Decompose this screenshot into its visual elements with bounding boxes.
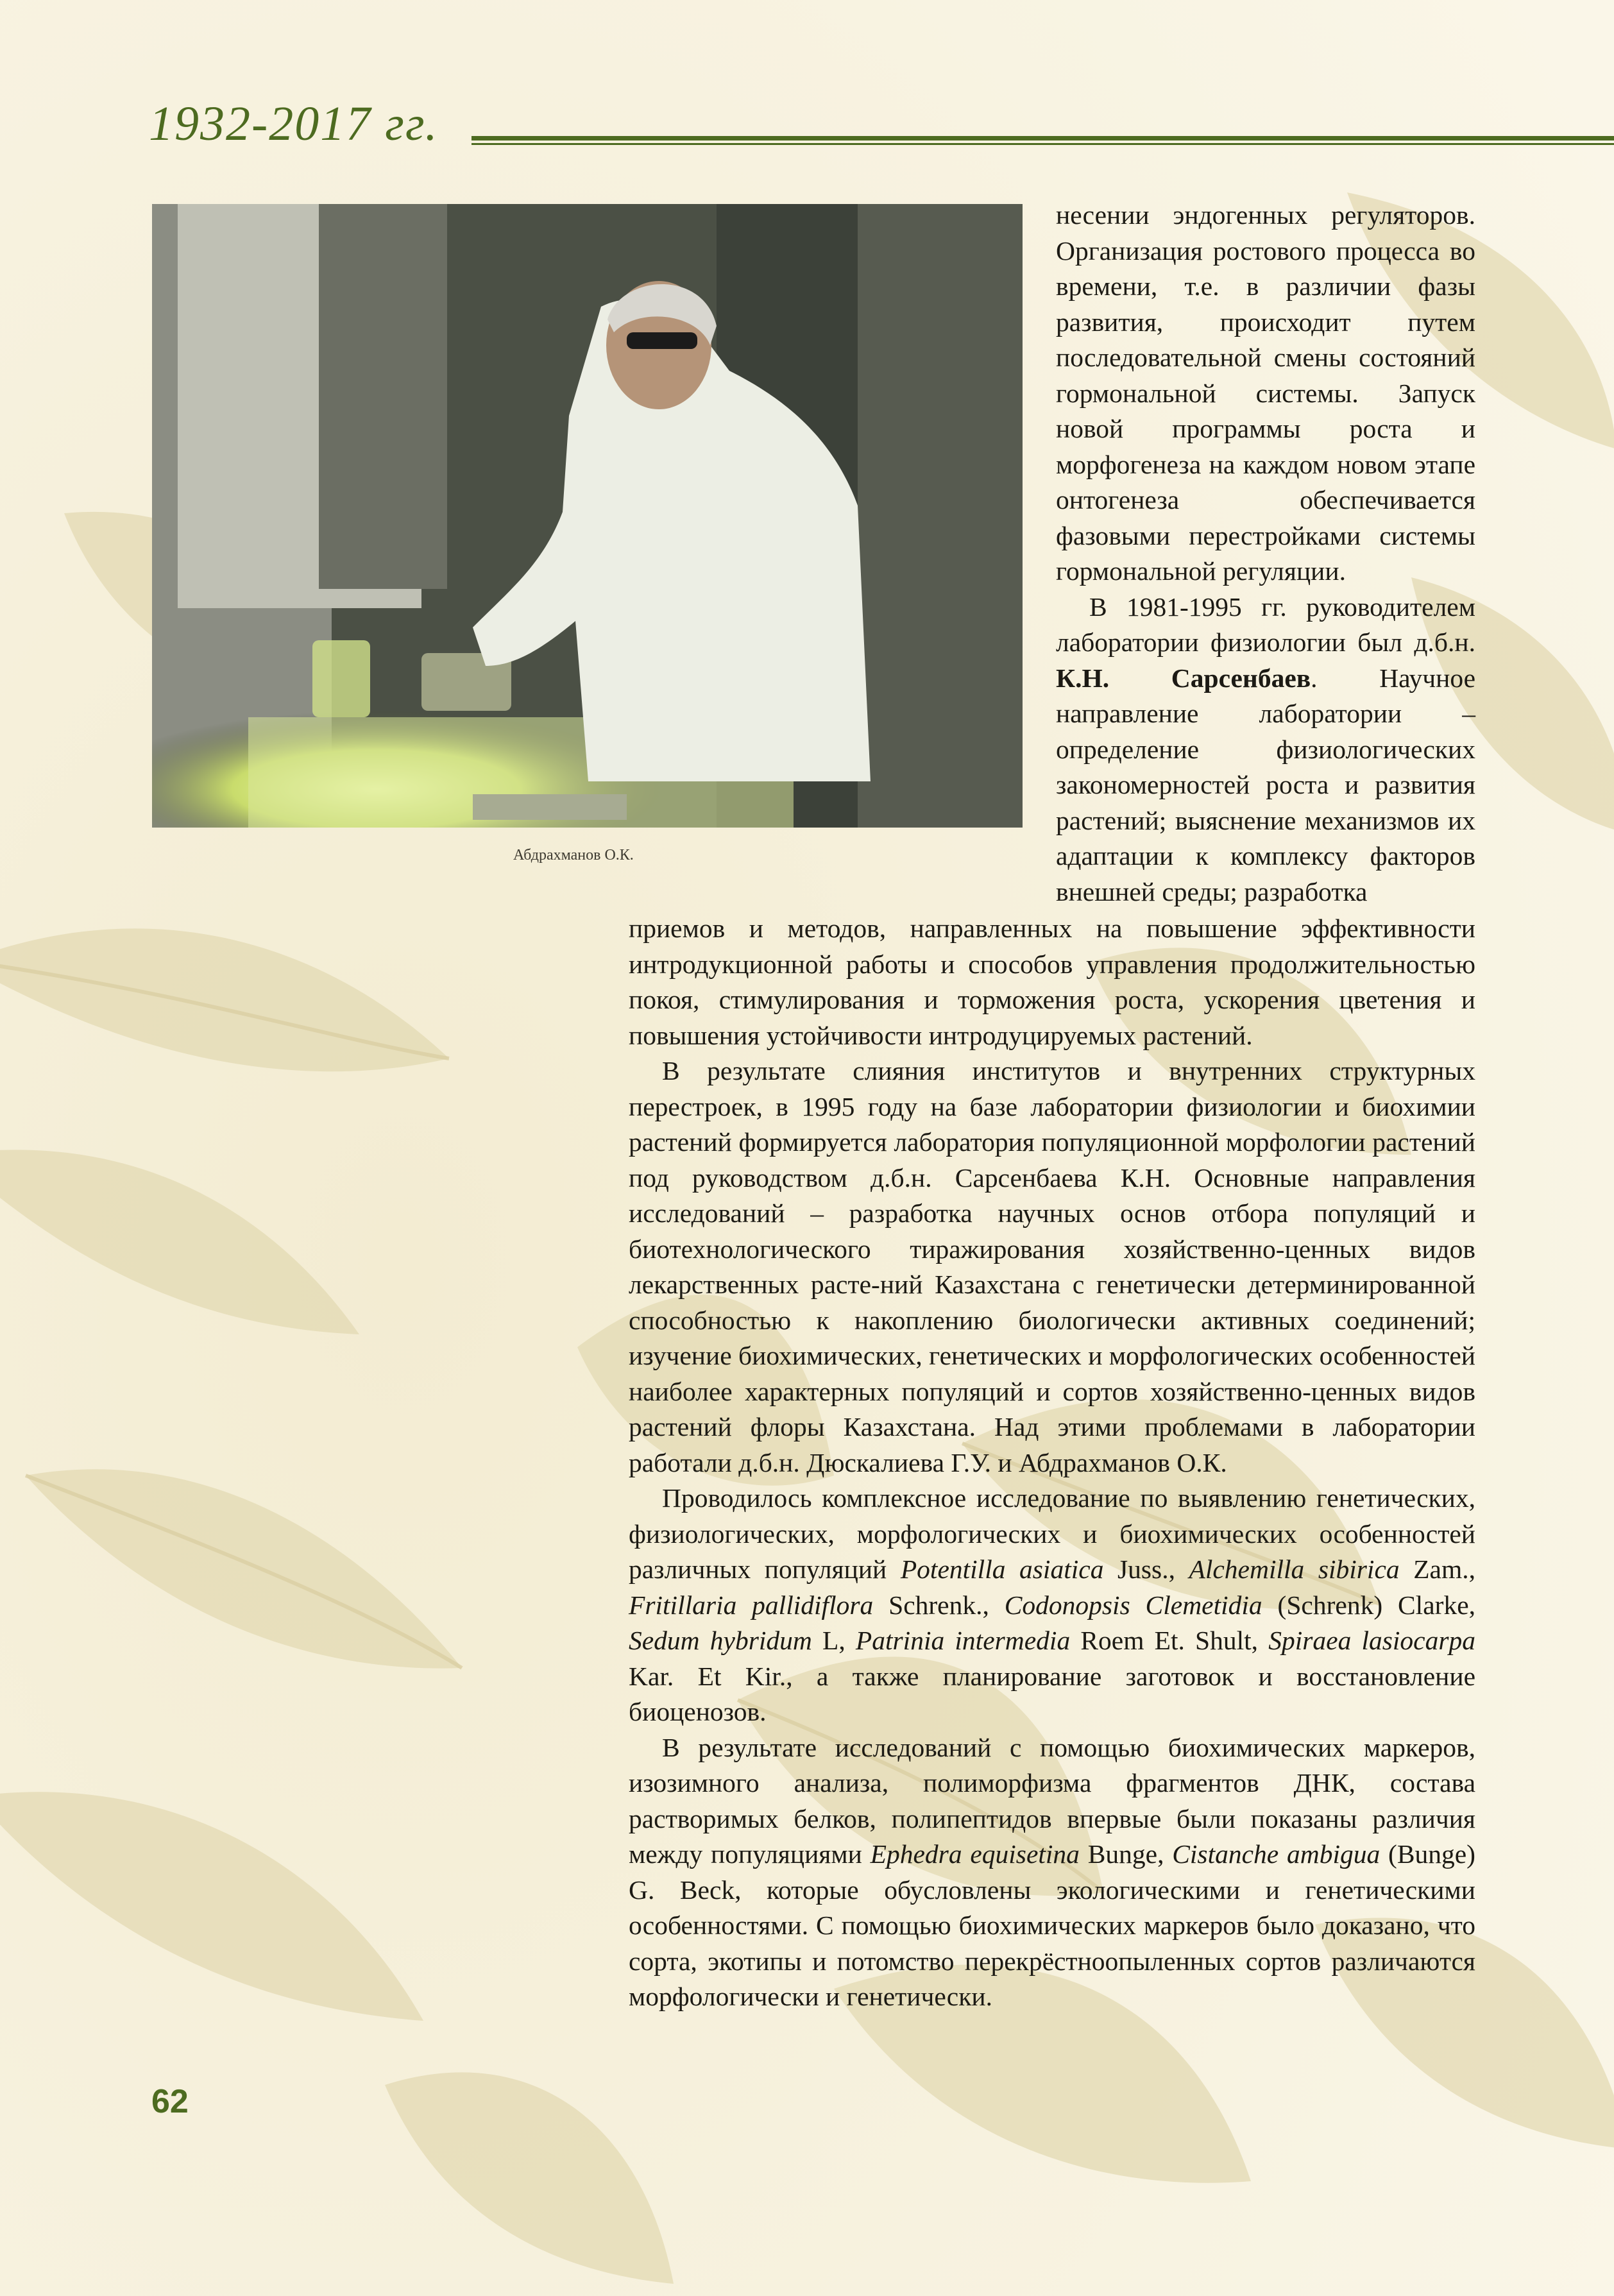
paragraph bbox=[1056, 198, 1475, 590]
paragraph bbox=[629, 1481, 1475, 1730]
species-name: Patrinia intermedia bbox=[855, 1626, 1071, 1655]
text-run: L, bbox=[811, 1626, 856, 1655]
species-name: Cistanche ambigua bbox=[1172, 1839, 1380, 1869]
species-name: Ephedra equisetina bbox=[870, 1839, 1080, 1869]
person-name: К.Н. Сарсенбаев bbox=[1056, 663, 1311, 693]
species-name: Fritillaria pallidiflora bbox=[629, 1590, 874, 1620]
text-run: Schrenk., bbox=[873, 1590, 1005, 1620]
species-name: Potentilla asiatica bbox=[900, 1554, 1104, 1584]
text-run: . Научное направление лаборатории – определение физиологических закономерностей роста и развития растений; выяснение механизмов их адаптации к комплексу факторов внешней среды; разработка bbox=[1056, 663, 1475, 906]
page-number: 62 bbox=[151, 2083, 189, 2120]
text-run: приемов и методов, направленных на повышение эффективности интродукционной работы и способов управления продолжительностью покоя, стимулирования и торможения роста, ускорения цветения и повышения устойчивости интродуцируемых растений. bbox=[629, 914, 1475, 1050]
paragraph bbox=[629, 1053, 1475, 1481]
photo-caption: Абдрахманов О.К. bbox=[513, 847, 634, 863]
species-name: Sedum hybridum bbox=[629, 1626, 812, 1655]
text-run: В результате слияния институтов и внутренних структурных перестроек, в 1995 году на базе лаборатории физиологии и биохимии растений формируется лаборатория популяционной морфологии растений под руководством д.б.н. Сарсенбаева К.Н. Основные направления исследований – разработка научных основ отбора популяций и биотехнологического тиражирования хозяйственно-ценных видов лекарственных расте-ний Казахстана с генетически детерминированной способностью к накоплению биологически активных соединений; изучение биохимических, генетических и морфологических особенностей наиболее характерных популяций и сортов хозяйственно-ценных видов растений флоры Казахстана. Над этими проблемами в лаборатории работали д.б.н. Дюскалиева Г.У. и Абдрахманов О.К. bbox=[629, 1056, 1475, 1477]
species-name: Spiraea lasiocarpa bbox=[1268, 1626, 1475, 1655]
text-run: Kar. Et Kir., а также планирование заготовок и восстановление биоценозов. bbox=[629, 1661, 1475, 1726]
header-rule bbox=[471, 136, 1614, 148]
text-run: Roem Et. Shult, bbox=[1070, 1626, 1269, 1655]
text-run: В 1981-1995 гг. руководителем лаборатории физиологии был д.б.н. bbox=[1056, 591, 1475, 657]
text-run: несении эндогенных регуляторов. Организация ростового процесса во времени, т.е. в различии фазы развития, происходит путем последовательной смены состояний гормональной системы. Запуск новой программы роста и морфогенеза на каждом новом этапе онтогенеза обеспечивается фазовыми перестройками системы гормональной регуляции. bbox=[1056, 200, 1475, 586]
text-run: (Bunge) G. Beck, которые обусловлены экологическими и генетическими особенностями. С помощью биохимических маркеров было доказано, что сорта, экотипы и потомство перекрёстноопыленных сортов различаются морфологически и генетически. bbox=[629, 1839, 1476, 2011]
paragraph bbox=[629, 911, 1475, 1053]
text-run: (Schrenk) Clarke, bbox=[1262, 1590, 1475, 1620]
text-run: В результате исследований с помощью биохимических маркеров, изозимного анализа, полиморфизма фрагментов ДНК, состава растворимых белков, полипептидов впервые были показаны различия между популяциями bbox=[629, 1732, 1475, 1869]
page-header-title: 1932-2017 гг. bbox=[149, 97, 439, 151]
species-name: Alchemilla sibirica bbox=[1189, 1554, 1400, 1584]
text-run: Проводилось комплексное исследование по выявлению генетических, физиологических, морфологических и биохимических особенностей различных популяций bbox=[629, 1483, 1475, 1584]
paragraph bbox=[629, 1730, 1475, 2015]
text-run: Bunge, bbox=[1079, 1839, 1173, 1869]
text-run: Zam., bbox=[1399, 1554, 1475, 1584]
text-run: Juss., bbox=[1103, 1554, 1189, 1584]
species-name: Codonopsis Clemetidia bbox=[1004, 1590, 1262, 1620]
text-column-narrow bbox=[1056, 198, 1475, 910]
lab-photo bbox=[152, 204, 1023, 828]
paragraph bbox=[1056, 590, 1475, 910]
text-column-wide bbox=[629, 911, 1475, 2015]
